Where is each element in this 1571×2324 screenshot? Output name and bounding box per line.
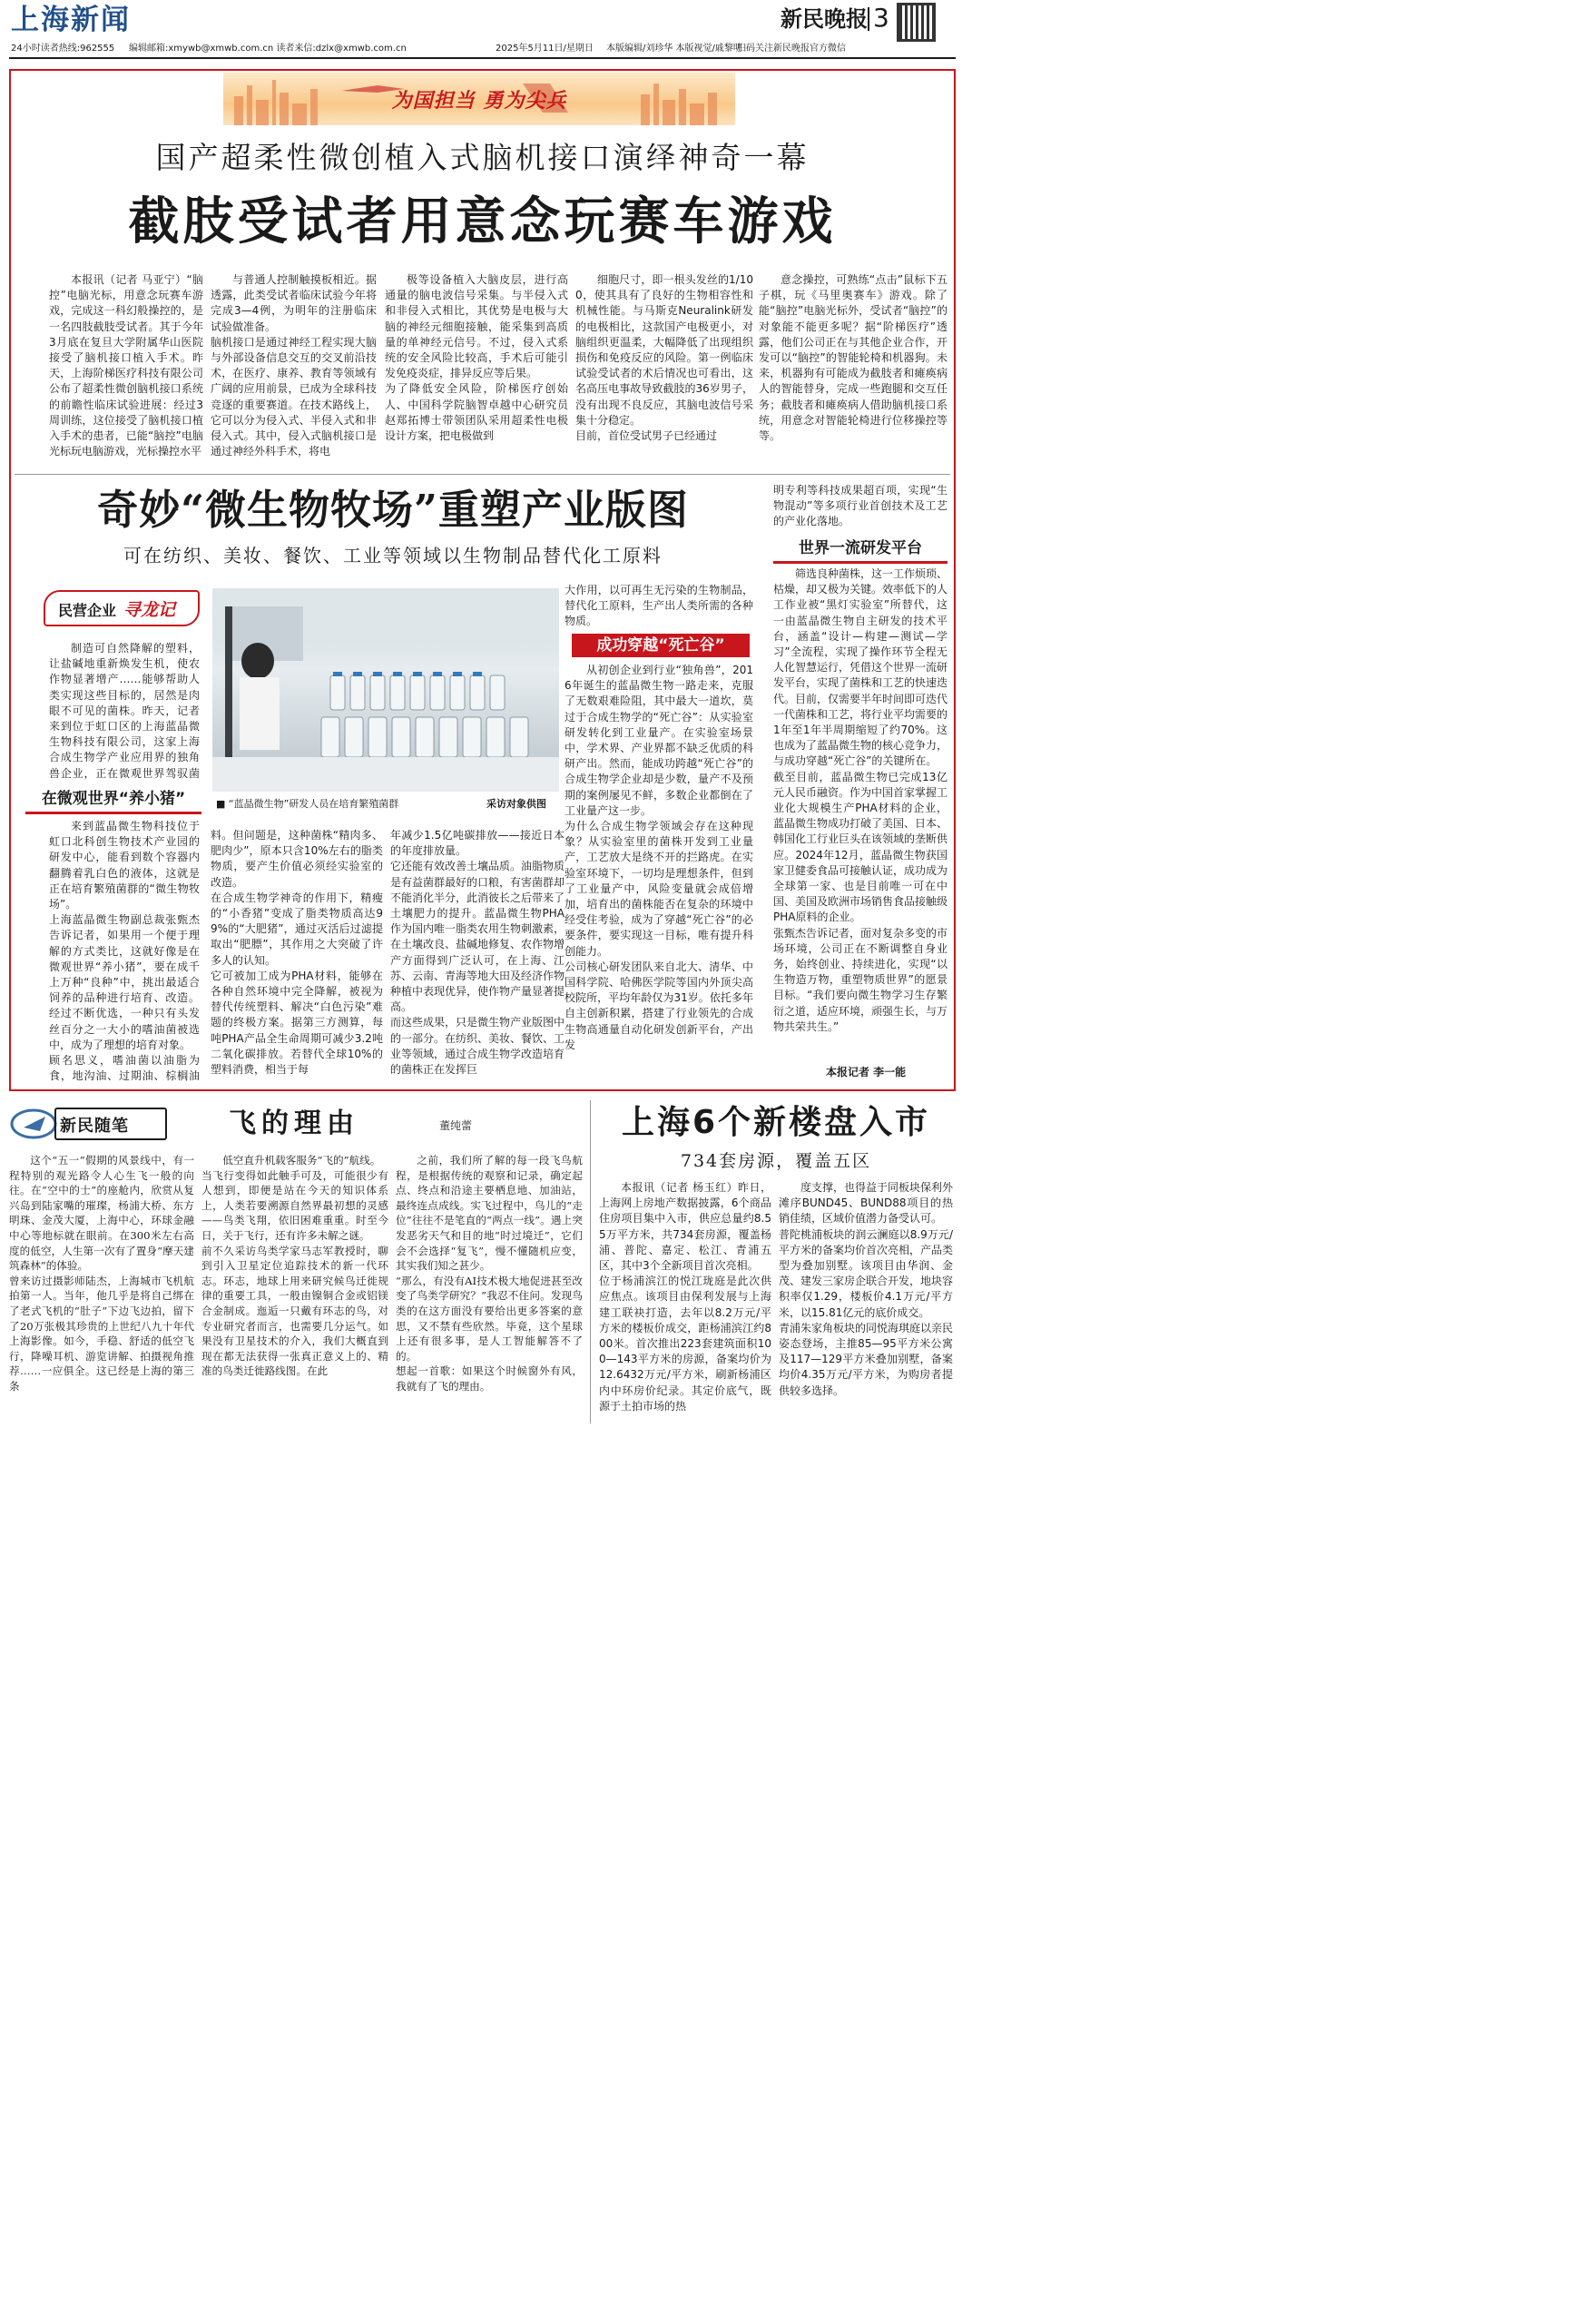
story1-col3: 极等设备植入大脑皮层，进行高通量的脑电波信号采集。与半侵入式和非侵入式相比，其优势是电极与大脑的神经元细胞接触，能采集到高质量的单神经元信号。不过，侵入式系统的安全风险比较高，手术后可能引发免疫炎症，排异反应等后果。 为了降低安全风险，阶梯医疗创始人、中国科学院脑智卓越中心研究员赵郑拓博士带领团队采用超柔性电极设计方案，把电极做到 — [385, 273, 568, 443]
story2-col4-top: 大作用，以可再生无污染的生物制品，替代化工原料，生产出人类所需的各种物质。 — [565, 584, 753, 628]
story2-sec1-text: 来到蓝晶微生物科技位于虹口北科创生物技术产业园的研发中心，能看到数个容器内翻腾着乳白色的液体，这就是正在培育繁殖菌群的“微生物牧场”。 上海蓝晶微生物副总裁张甄杰告诉记者，如果用一个便于理解的方式类比，这就好像是在微观世界“养小猪”，要在成千上万种“良种”中，挑出最适合饲养的品种进行培育、改造。经过不断优选，一种只有头发丝百分之一大小的嗜油菌被选中，成为了理想的培育对象。 顾名思义，嗜油菌以油脂为食，地沟油、过期油、棕榈油 — [49, 820, 200, 1083]
story1-headline: 截肢受试者用意念玩赛车游戏 — [128, 192, 837, 251]
essay-col1: 这个“五一”假期的风景线中，有一程特别的观光路令人心生飞一般的向往。在“空中的士”的座舱内，欣赏从复兴岛到陆家嘴的璀璨，杨浦大桥、东方明珠、金茂大厦，上海中心，环球金融中心等地标就在眼前。在300米左右高度的低空，人生第一次有了置身“摩天建筑森林”的体验。 曾来访过摄影师陆杰，上海城市飞机航拍第一人。当年，他几乎是将自己绑在了老式飞机的“肚子”下边飞边拍，留下了20万张极其珍贵的上世纪八九十年代上海影像。如今，手稳、舒适的低空飞行，降噪耳机、游览讲解、拍摄视角推荐……一应俱全。这已经是上海的第三条 — [9, 1154, 194, 1393]
story1-col4: 细胞尺寸，即一根头发丝的1/100，使其具有了良好的生物相容性和机械性能。与马斯克Neuralink研发的电极相比，这款国产电极更小，对脑组织更温柔，大幅降低了出现组织损伤和免疫反应的风险。第一例临床试验受试者的术后情况也可看出，这名高压电事故导致截肢的36岁男子，没有出现不良反应，其脑电波信号采集十分稳定。 目前，首位受试男子已经通过 — [575, 273, 753, 443]
section-name: 上海新闻 — [11, 4, 131, 36]
banner — [223, 73, 735, 125]
qr-code-icon[interactable] — [897, 3, 936, 42]
essay-col2: 低空直升机载客服务“飞的”航线。 当飞行变得如此触手可及，可能很少有人想到，即便是站在今天的知识体系上，人类若要溯源自然界最初想的灵感——鸟类飞翔，依旧困难重重。时至今日，关于飞行，还有许多未解之谜。 前不久采访鸟类学家马志军教授时，聊到引入卫星定位追踪技术的新一代环志。环志，地球上用来研究候鸟迁徙规律的重要工具，一般由镍铜合金或铝镁合金制成。迤逅一只戴有环志的鸟，对专业研究者而言，也需要几分运气。如果没有卫星技术的介入，我们大概直到现在都无法获得一张真正意义上的、精准的鸟类迁徙路线图。在此 — [201, 1154, 388, 1378]
badge-accent: 寻龙记 — [123, 600, 176, 620]
story3-col2: 度支撑，也得益于同板块保利外滩序BUND45、BUND88项目的热销佳绩，区域价值潜力备受认可。 普陀桃浦板块的润云澜庭以8.9万元/平方米的备案均价首次亮相，产品类型为叠加别墅。该项目由华润、金茂、建发三家房企联合开发，地块容积率仅1.29，楼板价4.1万元/平方米，以15.81亿元的底价成交。 青浦朱家角板块的同悦海琪庭以亲民姿态登场，主推85—95平方米公寓及117—129平方米叠加别墅，备案均价4.35万元/平方米，为购房者提供较多选择。 — [779, 1181, 953, 1397]
badge-label: 民营企业 — [58, 602, 117, 619]
story2-col3: 年减少1.5亿吨碳排放——接近日本的年度排放量。 它还能有效改善土壤品质。油脂物质是有益菌群最好的口粮，有害菌群却不能消化半分，此消彼长之后带来了土壤肥力的提升。蓝晶微生物PHA作为国内唯一脂类农用生物刺激素，在土壤改良、盐碱地修复、农作物增产方面得到广泛认可，在上海、江苏、云南、青海等地大田及经济作物种植中表现优异，使作物产量显著提高。 而这些成果，只是微生物产业版图中的一部分。在纺织、美妆、餐饮、工业等领域，通过合成生物学改造培育的菌株正在发挥巨 — [390, 829, 565, 1077]
hotline: 24小时读者热线:962555 — [11, 44, 115, 54]
story3-headline: 上海6个新楼盘入市 — [621, 1104, 931, 1141]
section-heading-3: 世界一流研发平台 — [773, 536, 948, 564]
lab-photo — [212, 588, 559, 792]
banner-slogan: 为国担当 勇为尖兵 — [391, 90, 567, 113]
story1-col5: 意念操控，可熟练“点击”鼠标下五子棋，玩《马里奥赛车》游戏。除了能“脑控”电脑光标外，受试者“脑控”的对象能不能更多呢？据“阶梯医疗”透露，他们公司正在与其他企业合作，开发可以“脑控”的智能轮椅和机器狗。未来，机器狗有可能成为截肢者和瘫痪病人的智能替身，完成一些跑腿和交互任务；截肢者和瘫痪病人借助脑机接口系统，用意念对智能轮椅进行位移操控等等。 — [759, 273, 948, 443]
essay-col3: 之前，我们所了解的每一段飞鸟航程，是根据传统的观察和记录，确定起点、终点和沿途主要栖息地、加油站，最终连点成线。实飞过程中，鸟儿的“走位”往往不是笔直的“两点一线”。遇上突发恶劣天气和目的地“时过境迁”，它们会不会选择“复飞”，慢不懂随机应变，其实我们知之甚少。 “那么，有没有AI技术极大地促进甚至改变了鸟类学研究？”我忍不住问。发现鸟类的在这方面没有要给出更多答案的意思，又不禁有些欣然。毕竟，这个星球上还有很多事，是人工智能解答不了的。 想起一首歌：如果这个时候窗外有风，我就有了飞的理由。 — [396, 1154, 583, 1393]
story2-byline: 本报记者 李一能 — [826, 1066, 907, 1078]
paper-logo: 新民晚报 — [781, 5, 868, 32]
column-badge — [44, 590, 200, 626]
story2-col5-top: 明专利等科技成果超百项，实现“生物混动”等多项行业首创技术及工艺的产业化落地。 — [773, 484, 948, 528]
story2-col4: 从初创企业到行业“独角兽”，2016年诞生的蓝晶微生物一路走来，克服了无数艰难险阻，其中最大一道坎，莫过于合成生物学的“死亡谷”：从实验室研发转化到工业量产。在实验室场景中，学术界、产业界都不缺乏优质的科研产出。然而，能成功跨越“死亡谷”的合成生物学企业却是少数，量产不及预期的案例屡见不鲜，多数企业都倒在了工业量产这一步。 为什么合成生物学领域会存在这种现象？从实验室里的菌株开发到工业量产，工艺放大是绕不开的拦路虎。在实验室环境下，一切均是理想条件，但到了工业量产中，风险变量就会成倍增加，培育出的菌株能否在复杂的环境中经受住考验，成为了穿越“死亡谷”的必要条件，要实现这一目标，唯有提升科创能力。 公司核心研发团队来自北大、清华、中国科学院、哈佛医学院等国内外顶尖高校院所，平均年龄仅为31岁。依托多年自主创新积累，搭建了行业领先的合成生物高通量自动化研发创新平台，产出发 — [565, 664, 753, 1051]
story1-col1: 本报讯（记者 马亚宁）“脑控”电脑光标，用意念玩赛车游戏，完成这一科幻般操控的，是一名四肢截肢受试者。其于今年3月底在复旦大学附属华山医院接受了脑机接口植入手术。昨天，上海阶梯医疗科技有限公司公布了超柔性微创脑机接口系统的前瞻性临床试验进展：经过3周训练，这位接受了脑机接口植入手术的患者，已能“脑控”电脑光标玩电脑游戏，光标操控水平 — [49, 273, 203, 458]
issue-date: 2025年5月11日/星期日 — [496, 44, 594, 54]
story3-subhead: 734套房源，覆盖五区 — [680, 1151, 872, 1171]
column-logo — [9, 1106, 169, 1142]
page-number: 3 — [873, 3, 889, 33]
photo-caption: ■ “蓝晶微生物”研发人员在培育繁殖菌群 — [216, 798, 399, 810]
story3-col1: 本报讯（记者 杨玉红）昨日，上海网上房地产数据披露，6个商品住房项目集中入市，供应总量约8.55万平方米，共734套房源，覆盖杨浦、普陀、嘉定、松江、青浦五区，其中3个全新项目首次亮相。 位于杨浦滨江的悦江珑庭是此次供应焦点。该项目由保利发展与上海建工联袂打造，去年以8.2万元/平方米的楼板价成交，距杨浦滨江约800米。首次推出223套建筑面积100—143平方米的房源，备案均价为12.6432万元/平方米，刷新杨浦区内中环房价纪录。其定价底气，既源于土拍市场的热 — [599, 1181, 771, 1413]
photo-credit: 采访对象供图 — [486, 798, 546, 810]
editors: 本版编辑/刘珍华 本版视觉/戚黎明 — [606, 44, 742, 54]
essay-author: 董纯蕾 — [439, 1119, 473, 1132]
wechat-scan: 扫码关注新民晚报官方微信 — [737, 44, 846, 54]
story2-headline: 奇妙“微生物牧场”重塑产业版图 — [97, 486, 689, 534]
pen-nib-icon — [9, 1106, 58, 1142]
column-name: 新民随笔 — [60, 1117, 129, 1136]
story2-col2: 料。但问题是，这种菌株“精肉多、肥肉少”，原本只含10%左右的脂类物质，要产生价值必须经实验室的改造。 在合成生物学神奇的作用下，精瘦的“小香猪”变成了脂类物质高达99%的“大肥猪”，通过灭活后过滤提取出“肥膘”，其作用之大突破了许多人的认知。 它可被加工成为PHA材料，能够在各种自然环境中完全降解，被视为替代传统塑料、解决“白色污染”难题的终极方案。据第三方测算，每吨PHA产品全生命周期可减少3.2吨二氧化碳排放。若替代全球10%的塑料消费，相当于每 — [211, 829, 383, 1077]
emails: 编辑邮箱:xmywb@xmwb.com.cn 读者来信:dzlx@xmwb.com.cn — [129, 44, 407, 54]
story1-col2: 与普通人控制触摸板相近。据透露，此类受试者临床试验今年将完成3—4例，为明年的注册临床试验做准备。 脑机接口是通过神经工程实现大脑与外部设备信息交互的交叉前沿技术，在医疗、康养、教育等领域有广阔的应用前景，已成为全球科技竞逐的重要赛道。在技术路线上，它可以分为侵入式、半侵入式和非侵入式。其中，侵入式脑机接口是通过神经外科手术，将电 — [211, 273, 377, 458]
section-heading-1: 在微观世界“养小猪” — [25, 786, 201, 814]
story2-col5: 筛选良种菌株，这一工作烦琐、枯燥，却又极为关键。效率低下的人工作业被“黑灯实验室”所替代，这一由蓝晶微生物自主研发的技术平台，涵盖“设计—构建—测试—学习”全流程，实现了操作环节全程无人化智慧运行，凭借这个世界一流研发平台，实现了菌株和工艺的快速迭代。目前，仅需要半年时间即可迭代一代菌株和工艺，将行业平均需要的1年至1年半周期缩短了约70%。这也成为了蓝晶微生物的核心竞争力，与成功穿越“死亡谷”的关键所在。 截至目前，蓝晶微生物已完成13亿元人民币融资。作为中国首家掌握工业化大规模生产PHA材料的企业，蓝晶微生物成功打破了美国、日本、韩国化工行业巨头在该领域的垄断供应。2024年12月，蓝晶微生物获国家卫健委食品可接触认证，成功成为全球第一家、也是目前唯一可在中国、美国及欧洲市场销售食品接触级PHA原料的企业。 张甄杰告诉记者，面对复杂多变的市场环境，公司正在不断调整自身业务，始终创业、持续进化，实现“以生物造万物，重塑物质世界”的愿景目标。“我们要向微生物学习生存繁衍之道，适应环境，顽强生长，与万物共荣共生。” — [773, 567, 948, 1033]
story2-intro: 制造可自然降解的塑料，让盐碱地重新焕发生机，使农作物显著增产……能够帮助人类实现这些目标的，居然是肉眼不可见的菌株。昨天，记者来到位于虹口区的上海蓝晶微生物科技有限公司，这家上海合成生物学产业应用界的独角兽企业，正在微观世界驾驭菌 — [49, 642, 200, 780]
story2-subhead: 可在纺织、美妆、餐饮、工业等领域以生物制品替代化工原料 — [123, 545, 663, 566]
essay-title: 飞的理由 — [229, 1108, 359, 1139]
section-heading-2: 成功穿越“死亡谷” — [572, 634, 750, 657]
lab-bottles-icon — [212, 588, 559, 792]
story1-kicker: 国产超柔性微创植入式脑机接口演绎神奇一幕 — [155, 140, 810, 175]
